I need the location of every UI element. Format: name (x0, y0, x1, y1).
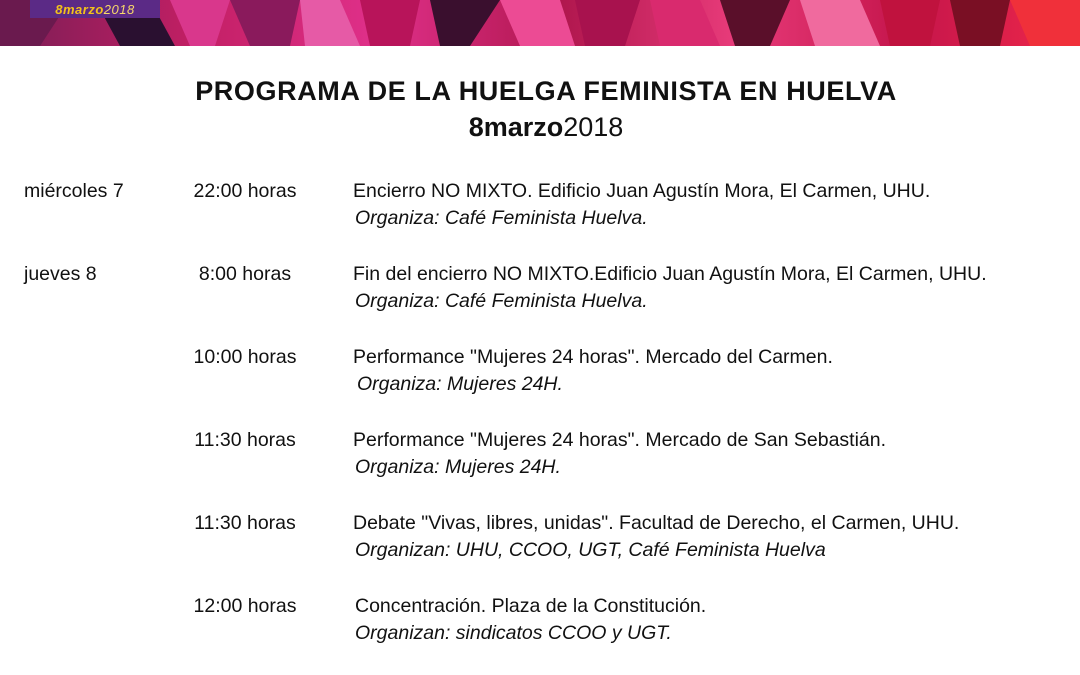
schedule-entry (0, 429, 1080, 489)
logo-text: 8marzo2018 (55, 1, 135, 17)
entry-event: Debate "Vivas, libres, unidas". Facultad de Derecho, el Carmen, UHU. (353, 512, 960, 534)
entry-event: Performance "Mujeres 24 horas". Mercado de San Sebastián. (353, 429, 887, 451)
subtitle-year: 2018 (563, 112, 624, 142)
banner-artwork (0, 0, 1080, 46)
page-subtitle (0, 112, 1080, 143)
entry-event: Fin del encierro NO MIXTO.Edificio Juan Agustín Mora, El Carmen, UHU. (353, 263, 987, 285)
logo-year: 2018 (103, 1, 135, 17)
entry-time: 22:00 horas (193, 180, 297, 202)
schedule-entry (0, 263, 1080, 323)
schedule-entry (0, 595, 1080, 655)
entry-organizer: Organiza: Café Feminista Huelva. (355, 290, 648, 312)
top-banner (0, 0, 1080, 46)
entry-time: 11:30 horas (194, 429, 296, 451)
entry-organizer: Organiza: Café Feminista Huelva. (355, 207, 648, 229)
entry-day: miércoles 7 (24, 180, 124, 202)
entry-event: Performance "Mujeres 24 horas". Mercado del Carmen. (353, 346, 833, 368)
entry-time: 10:00 horas (193, 346, 297, 368)
entry-time: 12:00 horas (193, 595, 297, 617)
page-title: PROGRAMA DE LA HUELGA FEMINISTA EN HUELVA (195, 76, 897, 106)
entry-time: 11:30 horas (194, 512, 296, 534)
schedule-entry (0, 346, 1080, 406)
entry-organizer: Organizan: sindicatos CCOO y UGT. (355, 622, 672, 644)
entry-event: Concentración. Plaza de la Constitución. (355, 595, 707, 617)
entry-organizer: Organiza: Mujeres 24H. (357, 373, 563, 395)
entry-organizer: Organiza: Mujeres 24H. (355, 456, 561, 478)
schedule-entry (0, 180, 1080, 240)
entry-day: jueves 8 (24, 263, 97, 285)
entry-event: Encierro NO MIXTO. Edificio Juan Agustín Mora, El Carmen, UHU. (353, 180, 931, 202)
schedule-entry (0, 512, 1080, 572)
subtitle-bold: 8marzo (468, 112, 564, 142)
entry-time: 8:00 horas (198, 263, 292, 285)
entry-organizer: Organizan: UHU, CCOO, UGT, Café Feminista Huelva (355, 539, 826, 561)
event-logo (30, 0, 160, 18)
